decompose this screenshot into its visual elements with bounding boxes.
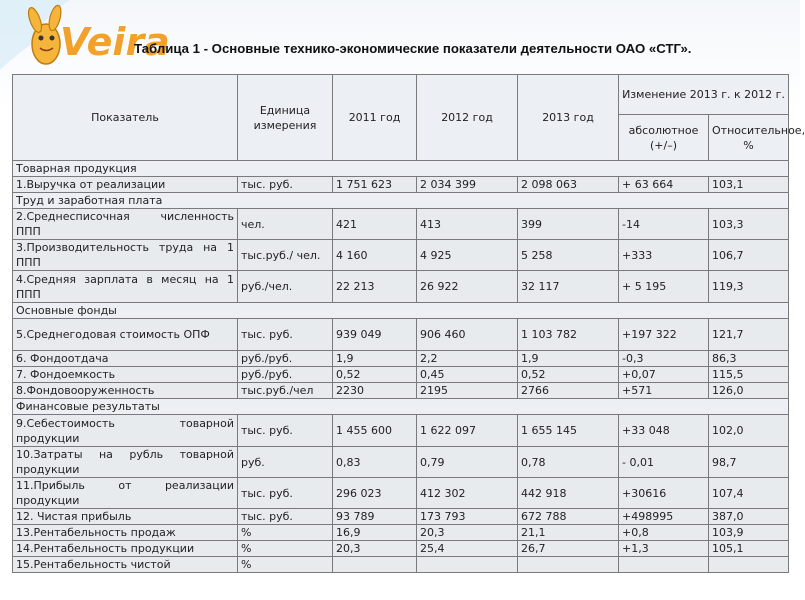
table-row: [13, 509, 789, 525]
absolute-change-cell: +571: [619, 383, 709, 399]
value-2012-cell: 0,79: [417, 447, 518, 478]
value-2012-cell: 173 793: [417, 509, 518, 525]
relative-change-cell: 387,0: [709, 509, 789, 525]
unit-cell: тыс. руб.: [238, 415, 333, 447]
absolute-change-cell: -0,3: [619, 351, 709, 367]
header-2011: 2011 год: [333, 75, 417, 161]
relative-change-cell: 107,4: [709, 478, 789, 509]
absolute-change-cell: +33 048: [619, 415, 709, 447]
indicator-cell: 11.Прибыль от реализации продукции: [13, 478, 238, 509]
relative-change-cell: 86,3: [709, 351, 789, 367]
absolute-change-cell: -14: [619, 209, 709, 240]
value-2013-cell: 21,1: [518, 525, 619, 541]
unit-cell: руб./чел.: [238, 271, 333, 303]
value-2011-cell: 16,9: [333, 525, 417, 541]
value-2012-cell: 0,45: [417, 367, 518, 383]
unit-cell: тыс.руб./чел: [238, 383, 333, 399]
unit-cell: тыс. руб.: [238, 509, 333, 525]
value-2012-cell: [417, 557, 518, 573]
absolute-change-cell: +333: [619, 240, 709, 271]
absolute-change-cell: +197 322: [619, 319, 709, 351]
indicator-cell: 5.Среднегодовая стоимость ОПФ: [13, 319, 238, 351]
value-2012-cell: 26 922: [417, 271, 518, 303]
indicator-cell: 4.Средняя зарплата в месяц на 1 ППП: [13, 271, 238, 303]
section-title: Финансовые результаты: [13, 399, 789, 415]
value-2012-cell: 412 302: [417, 478, 518, 509]
value-2011-cell: 1,9: [333, 351, 417, 367]
value-2011-cell: 20,3: [333, 541, 417, 557]
value-2011-cell: 1 751 623: [333, 177, 417, 193]
unit-cell: руб./руб.: [238, 351, 333, 367]
indicator-cell: 8.Фондовооруженность: [13, 383, 238, 399]
section-title: Труд и заработная плата: [13, 193, 789, 209]
value-2013-cell: 1 103 782: [518, 319, 619, 351]
value-2011-cell: 1 455 600: [333, 415, 417, 447]
absolute-change-cell: + 63 664: [619, 177, 709, 193]
value-2013-cell: 672 788: [518, 509, 619, 525]
header-2013: 2013 год: [518, 75, 619, 161]
table-row: [13, 209, 789, 240]
table-row: [13, 351, 789, 367]
section-row: [13, 161, 789, 177]
relative-change-cell: 102,0: [709, 415, 789, 447]
value-2013-cell: 2766: [518, 383, 619, 399]
absolute-change-cell: [619, 557, 709, 573]
value-2012-cell: 2195: [417, 383, 518, 399]
relative-change-cell: 126,0: [709, 383, 789, 399]
indicator-cell: 6. Фондоотдача: [13, 351, 238, 367]
header-indicator: Показатель: [13, 75, 238, 161]
table-row: [13, 367, 789, 383]
page-title: Таблица 1 - Основные технико-экономические показатели деятельности ОАО «СТГ».: [134, 41, 692, 56]
value-2011-cell: [333, 557, 417, 573]
value-2013-cell: 5 258: [518, 240, 619, 271]
indicator-cell: 13.Рентабельность продаж: [13, 525, 238, 541]
header-unit: Единица измерения: [238, 75, 333, 161]
value-2012-cell: 2 034 399: [417, 177, 518, 193]
value-2013-cell: 26,7: [518, 541, 619, 557]
indicator-cell: 10.Затраты на рубль товарной продукции: [13, 447, 238, 478]
value-2011-cell: 421: [333, 209, 417, 240]
indicator-cell: 2.Среднесписочная численность ППП: [13, 209, 238, 240]
unit-cell: тыс. руб.: [238, 177, 333, 193]
value-2012-cell: 4 925: [417, 240, 518, 271]
absolute-change-cell: +498995: [619, 509, 709, 525]
table-row: [13, 557, 789, 573]
absolute-change-cell: +1,3: [619, 541, 709, 557]
relative-change-cell: [709, 557, 789, 573]
value-2013-cell: 32 117: [518, 271, 619, 303]
header-relative: Относительное, %: [709, 115, 789, 161]
relative-change-cell: 103,9: [709, 525, 789, 541]
section-title: Товарная продукция: [13, 161, 789, 177]
relative-change-cell: 98,7: [709, 447, 789, 478]
absolute-change-cell: + 5 195: [619, 271, 709, 303]
section-title: Основные фонды: [13, 303, 789, 319]
unit-cell: тыс. руб.: [238, 478, 333, 509]
value-2013-cell: 399: [518, 209, 619, 240]
value-2013-cell: 442 918: [518, 478, 619, 509]
table-row: [13, 478, 789, 509]
value-2011-cell: 4 160: [333, 240, 417, 271]
relative-change-cell: 105,1: [709, 541, 789, 557]
indicator-cell: 7. Фондоемкость: [13, 367, 238, 383]
relative-change-cell: 119,3: [709, 271, 789, 303]
table-row: [13, 240, 789, 271]
unit-cell: тыс. руб.: [238, 319, 333, 351]
header-absolute: абсолютное (+/–): [619, 115, 709, 161]
value-2012-cell: 1 622 097: [417, 415, 518, 447]
table-row: [13, 177, 789, 193]
indicator-cell: 15.Рентабельность чистой: [13, 557, 238, 573]
section-row: [13, 303, 789, 319]
section-row: [13, 399, 789, 415]
unit-cell: %: [238, 525, 333, 541]
header-2012: 2012 год: [417, 75, 518, 161]
indicator-cell: 3.Производительность труда на 1 ППП: [13, 240, 238, 271]
table-row: [13, 271, 789, 303]
header-change: Изменение 2013 г. к 2012 г.: [619, 75, 789, 115]
unit-cell: %: [238, 557, 333, 573]
table-row: [13, 541, 789, 557]
unit-cell: %: [238, 541, 333, 557]
value-2013-cell: 1 655 145: [518, 415, 619, 447]
absolute-change-cell: - 0,01: [619, 447, 709, 478]
table-row: [13, 525, 789, 541]
value-2012-cell: 25,4: [417, 541, 518, 557]
relative-change-cell: 106,7: [709, 240, 789, 271]
value-2011-cell: 93 789: [333, 509, 417, 525]
relative-change-cell: 115,5: [709, 367, 789, 383]
section-row: [13, 193, 789, 209]
value-2013-cell: [518, 557, 619, 573]
table-row: [13, 319, 789, 351]
indicator-cell: 14.Рентабельность продукции: [13, 541, 238, 557]
value-2011-cell: 939 049: [333, 319, 417, 351]
logo-text: Veira: [60, 20, 170, 64]
table-row: [13, 383, 789, 399]
unit-cell: чел.: [238, 209, 333, 240]
indicator-cell: 1.Выручка от реализации: [13, 177, 238, 193]
value-2013-cell: 2 098 063: [518, 177, 619, 193]
absolute-change-cell: +30616: [619, 478, 709, 509]
value-2011-cell: 0,52: [333, 367, 417, 383]
indicators-table: [12, 74, 805, 573]
absolute-change-cell: +0,8: [619, 525, 709, 541]
relative-change-cell: 103,1: [709, 177, 789, 193]
value-2011-cell: 22 213: [333, 271, 417, 303]
value-2011-cell: 0,83: [333, 447, 417, 478]
value-2012-cell: 906 460: [417, 319, 518, 351]
relative-change-cell: 121,7: [709, 319, 789, 351]
value-2013-cell: 1,9: [518, 351, 619, 367]
unit-cell: руб./руб.: [238, 367, 333, 383]
veira-logo: [0, 0, 170, 80]
table-row: [13, 447, 789, 478]
table-row: [13, 415, 789, 447]
value-2012-cell: 20,3: [417, 525, 518, 541]
unit-cell: руб.: [238, 447, 333, 478]
value-2011-cell: 296 023: [333, 478, 417, 509]
value-2013-cell: 0,78: [518, 447, 619, 478]
value-2011-cell: 2230: [333, 383, 417, 399]
indicator-cell: 12. Чистая прибыль: [13, 509, 238, 525]
value-2012-cell: 413: [417, 209, 518, 240]
relative-change-cell: 103,3: [709, 209, 789, 240]
unit-cell: тыс.руб./ чел.: [238, 240, 333, 271]
indicator-cell: 9.Себестоимость товарной продукции: [13, 415, 238, 447]
absolute-change-cell: +0,07: [619, 367, 709, 383]
value-2012-cell: 2,2: [417, 351, 518, 367]
value-2013-cell: 0,52: [518, 367, 619, 383]
